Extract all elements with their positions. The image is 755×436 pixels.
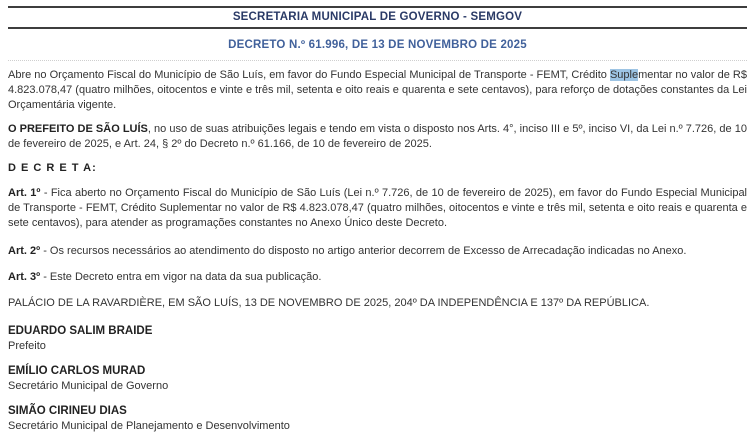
preamble-text: , no uso de suas atribuições legais e tendo em vista o disposto nos Arts. 4°, inciso III e 5º, inciso VI, da Lei n.º 7.726, de 10 de fevereiro de 2025, e Art. 24, § 2º do Decreto n.º 61.166, de 10 de fevereiro de 2025.	[8, 123, 747, 150]
article-1-text: - Fica aberto no Orçamento Fiscal do Município de São Luís (Lei n.º 7.726, de 10 de fevereiro de 2025), em favor do Fundo Especial Municipal de Transporte - FEMT, Crédito Suplementar no valor de R$ 4.823.078,47 (quatro milhões, oitocentos e vinte e três mil, setenta e oito reais e quarenta e sete centavos), para atender as programações constantes no Anexo Único deste Decreto.	[8, 187, 748, 229]
article-2-lead: Art. 2º	[8, 245, 41, 257]
signature-role: Prefeito	[8, 340, 46, 352]
title-divider	[8, 60, 747, 61]
article-1-lead: Art. 1º	[8, 187, 41, 199]
decree-title: DECRETO N.º 61.996, DE 13 DE NOVEMBRO DE 2025	[228, 39, 527, 51]
signature-block-secretario-governo	[8, 364, 747, 394]
selected-text-highlight: Suple	[609, 69, 639, 81]
signature-name: SIMÃO CIRINEU DIAS	[8, 405, 127, 417]
ementa-text-before: Abre no Orçamento Fiscal do Município de São Luís, em favor do Fundo Especial Municipal de Transporte - FEMT, Crédito	[8, 69, 610, 81]
article-1	[8, 186, 747, 231]
signature-role: Secretário Municipal de Governo	[8, 380, 169, 392]
decreta-label: D E C R E T A:	[8, 162, 97, 174]
article-2-text: - Os recursos necessários ao atendimento do disposto no artigo anterior decorrem de Excesso de Arrecadação indicadas no Anexo.	[40, 245, 687, 257]
closing-line: PALÁCIO DE LA RAVARDIÈRE, EM SÃO LUÍS, 13 DE NOVEMBRO DE 2025, 204º DA INDEPENDÊNCIA E 137º DA REPÚBLICA.	[8, 297, 650, 309]
signature-block-prefeito	[8, 324, 747, 354]
article-3-lead: Art. 3º	[8, 271, 41, 283]
signature-name: EMÍLIO CARLOS MURAD	[8, 365, 146, 377]
signature-name: EDUARDO SALIM BRAIDE	[8, 325, 153, 337]
article-2	[8, 244, 747, 259]
signature-block-secretario-planejamento	[8, 404, 747, 434]
masthead-bottom-rule	[8, 27, 747, 29]
article-3-text: - Este Decreto entra em vigor na data da sua publicação.	[40, 271, 322, 283]
preamble-lead: O PREFEITO DE SÃO LUÍS	[8, 123, 148, 135]
ementa-paragraph	[8, 68, 747, 113]
signature-role: Secretário Municipal de Planejamento e Desenvolvimento	[8, 420, 290, 432]
article-3	[8, 270, 747, 285]
masthead-title: SECRETARIA MUNICIPAL DE GOVERNO - SEMGOV	[232, 11, 523, 23]
ementa-text-after: mentar no valor de R$ 4.823.078,47 (quatro milhões, oitocentos e vinte e três mil, setenta e oito reais e quarenta e sete centavos), para reforço de dotações constantes da Lei Orçamentária vigente.	[8, 69, 747, 111]
preamble-paragraph	[8, 122, 747, 152]
decree-document	[0, 6, 755, 436]
